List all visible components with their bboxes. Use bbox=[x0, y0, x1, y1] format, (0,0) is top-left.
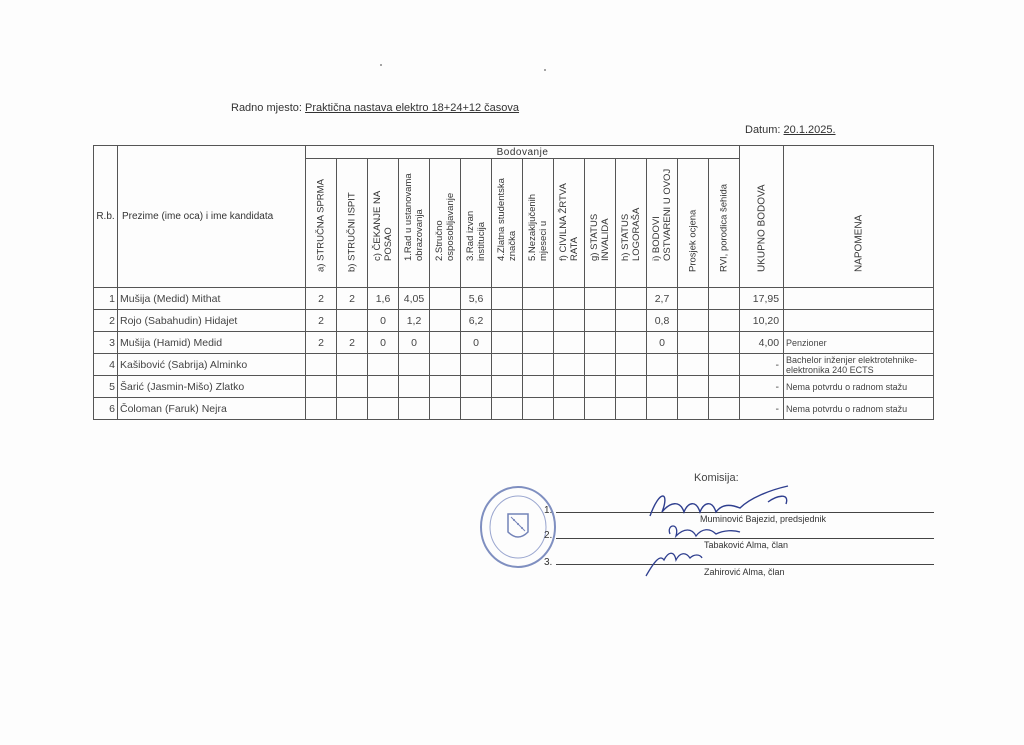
col-header-status-logorasa: h) STATUS LOGORAŠA bbox=[616, 159, 647, 288]
cell-d3: 0 bbox=[461, 332, 492, 354]
cell-total: 4,00 bbox=[740, 332, 784, 354]
col-header-cekanje: c) ČEKANJE NA POSAO bbox=[368, 159, 399, 288]
table-row bbox=[94, 288, 934, 310]
cell-d2 bbox=[430, 332, 461, 354]
cell-e bbox=[523, 288, 554, 310]
cell-a: 2 bbox=[306, 310, 337, 332]
cell-i: 0 bbox=[647, 332, 678, 354]
cell-f bbox=[554, 332, 585, 354]
job-position-line bbox=[231, 102, 519, 114]
cell-p bbox=[678, 376, 709, 398]
cell-r bbox=[709, 288, 740, 310]
cell-note: Nema potvrdu o radnom stažu bbox=[784, 376, 934, 398]
cell-c: 1,6 bbox=[368, 288, 399, 310]
note-header: NAPOMENA bbox=[784, 146, 934, 288]
cell-b bbox=[337, 354, 368, 376]
scan-speck bbox=[544, 69, 546, 71]
cell-r bbox=[709, 354, 740, 376]
cell-e bbox=[523, 376, 554, 398]
cell-total: 10,20 bbox=[740, 310, 784, 332]
cell-e bbox=[523, 310, 554, 332]
cell-r bbox=[709, 310, 740, 332]
cell-d2 bbox=[430, 376, 461, 398]
col-header-status-invalida: g) STATUS INVALIDA bbox=[585, 159, 616, 288]
cell-e bbox=[523, 398, 554, 420]
bodovanje-header: Bodovanje bbox=[306, 146, 740, 159]
cell-d3: 5,6 bbox=[461, 288, 492, 310]
cell-a: 2 bbox=[306, 332, 337, 354]
cell-d3: 6,2 bbox=[461, 310, 492, 332]
total-header: UKUPNO BODOVA bbox=[740, 146, 784, 288]
cell-d4 bbox=[492, 354, 523, 376]
cell-f bbox=[554, 288, 585, 310]
cell-f bbox=[554, 310, 585, 332]
cell-a bbox=[306, 354, 337, 376]
cell-d1 bbox=[399, 398, 430, 420]
member-1-num: 1. bbox=[544, 505, 553, 516]
cell-d2 bbox=[430, 354, 461, 376]
cell-name: Mušija (Medid) Mithat bbox=[118, 288, 306, 310]
cell-r bbox=[709, 398, 740, 420]
cell-d4 bbox=[492, 398, 523, 420]
col-header-rvi: RVI, porodica šehida bbox=[709, 159, 740, 288]
cell-total: - bbox=[740, 376, 784, 398]
cell-c bbox=[368, 376, 399, 398]
cell-d1 bbox=[399, 354, 430, 376]
cell-rb: 1 bbox=[94, 288, 118, 310]
cell-c bbox=[368, 398, 399, 420]
handwritten-signatures bbox=[640, 478, 800, 578]
cell-b bbox=[337, 310, 368, 332]
cell-a bbox=[306, 376, 337, 398]
cell-d1: 0 bbox=[399, 332, 430, 354]
col-header-prosjek: Prosjek ocjena bbox=[678, 159, 709, 288]
col-header-bodovi-ostvareni: i) BODOVI OSTVARENI U OVOJ bbox=[647, 159, 678, 288]
cell-note bbox=[784, 310, 934, 332]
cell-rb: 4 bbox=[94, 354, 118, 376]
cell-d3 bbox=[461, 354, 492, 376]
date-line bbox=[745, 124, 836, 136]
col-header-zlatna-znacka: 4.Zlatna studentska značka bbox=[492, 159, 523, 288]
cell-rb: 5 bbox=[94, 376, 118, 398]
cell-d3 bbox=[461, 376, 492, 398]
cell-total: - bbox=[740, 354, 784, 376]
cell-c: 0 bbox=[368, 332, 399, 354]
name-header: Prezime (ime oca) i ime kandidata bbox=[118, 146, 306, 288]
cell-note bbox=[784, 288, 934, 310]
date-label: Datum: bbox=[745, 124, 781, 136]
cell-total: 17,95 bbox=[740, 288, 784, 310]
member-3-name: Zahirović Alma, član bbox=[704, 567, 785, 577]
cell-i bbox=[647, 376, 678, 398]
cell-f bbox=[554, 354, 585, 376]
cell-p bbox=[678, 398, 709, 420]
job-value: Praktična nastava elektro 18+24+12 časova bbox=[305, 102, 520, 114]
cell-i bbox=[647, 354, 678, 376]
cell-note: Penzioner bbox=[784, 332, 934, 354]
cell-a: 2 bbox=[306, 288, 337, 310]
cell-name: Kašibović (Sabrija) Alminko bbox=[118, 354, 306, 376]
cell-i: 0,8 bbox=[647, 310, 678, 332]
col-header-nezakljucenih: 5.Nezaključenih mjeseci u bbox=[523, 159, 554, 288]
cell-d1: 1,2 bbox=[399, 310, 430, 332]
cell-e bbox=[523, 332, 554, 354]
cell-g bbox=[585, 376, 616, 398]
cell-d2 bbox=[430, 288, 461, 310]
cell-note: Bachelor inženjer elektrotehnike-elektronika 240 ECTS bbox=[784, 354, 934, 376]
table-row bbox=[94, 354, 934, 376]
cell-d4 bbox=[492, 376, 523, 398]
date-value: 20.1.2025. bbox=[783, 124, 836, 136]
cell-d1 bbox=[399, 376, 430, 398]
cell-b bbox=[337, 376, 368, 398]
member-1-name: Muminović Bajezid, predsjednik bbox=[700, 514, 827, 524]
cell-f bbox=[554, 376, 585, 398]
scoring-table bbox=[93, 145, 934, 420]
cell-h bbox=[616, 310, 647, 332]
cell-rb: 6 bbox=[94, 398, 118, 420]
rb-header: R.b. bbox=[94, 146, 118, 288]
cell-r bbox=[709, 376, 740, 398]
col-header-rad-ustanove: 1.Rad u ustanovama obrazovanja bbox=[399, 159, 430, 288]
cell-p bbox=[678, 332, 709, 354]
member-2-name: Tabaković Alma, član bbox=[704, 540, 789, 550]
cell-b bbox=[337, 398, 368, 420]
cell-h bbox=[616, 376, 647, 398]
member-2-num: 2. bbox=[544, 530, 553, 541]
col-header-strucni-ispit: b) STRUČNI ISPIT bbox=[337, 159, 368, 288]
cell-f bbox=[554, 398, 585, 420]
cell-i bbox=[647, 398, 678, 420]
cell-c: 0 bbox=[368, 310, 399, 332]
cell-p bbox=[678, 288, 709, 310]
scan-speck bbox=[380, 64, 382, 66]
cell-d2 bbox=[430, 310, 461, 332]
cell-total: - bbox=[740, 398, 784, 420]
cell-p bbox=[678, 354, 709, 376]
cell-r bbox=[709, 332, 740, 354]
cell-g bbox=[585, 310, 616, 332]
cell-d4 bbox=[492, 332, 523, 354]
col-header-rad-izvan: 3.Rad izvan institucija bbox=[461, 159, 492, 288]
cell-g bbox=[585, 354, 616, 376]
cell-c bbox=[368, 354, 399, 376]
table-row bbox=[94, 376, 934, 398]
table-row bbox=[94, 332, 934, 354]
cell-i: 2,7 bbox=[647, 288, 678, 310]
cell-h bbox=[616, 354, 647, 376]
cell-name: Šarić (Jasmin-Mišo) Zlatko bbox=[118, 376, 306, 398]
member-3-num: 3. bbox=[544, 557, 553, 568]
cell-g bbox=[585, 288, 616, 310]
cell-d3 bbox=[461, 398, 492, 420]
cell-b: 2 bbox=[337, 332, 368, 354]
cell-name: Čoloman (Faruk) Nejra bbox=[118, 398, 306, 420]
cell-note: Nema potvrdu o radnom stažu bbox=[784, 398, 934, 420]
cell-d4 bbox=[492, 310, 523, 332]
cell-h bbox=[616, 332, 647, 354]
col-header-civilna-zrtva: f) CIVILNA ŽRTVA RATA bbox=[554, 159, 585, 288]
table-row bbox=[94, 398, 934, 420]
cell-a bbox=[306, 398, 337, 420]
table-row bbox=[94, 310, 934, 332]
commission-title: Komisija: bbox=[694, 472, 739, 484]
cell-d4 bbox=[492, 288, 523, 310]
cell-d2 bbox=[430, 398, 461, 420]
cell-g bbox=[585, 332, 616, 354]
cell-h bbox=[616, 288, 647, 310]
cell-rb: 2 bbox=[94, 310, 118, 332]
cell-name: Mušija (Hamid) Medid bbox=[118, 332, 306, 354]
cell-d1: 4,05 bbox=[399, 288, 430, 310]
col-header-strucna-sprema: a) STRUČNA SPRMA bbox=[306, 159, 337, 288]
cell-h bbox=[616, 398, 647, 420]
cell-rb: 3 bbox=[94, 332, 118, 354]
cell-p bbox=[678, 310, 709, 332]
cell-b: 2 bbox=[337, 288, 368, 310]
cell-e bbox=[523, 354, 554, 376]
col-header-strucno-osposobljavanje: 2.Stručno osposobljavanje bbox=[430, 159, 461, 288]
cell-g bbox=[585, 398, 616, 420]
job-label: Radno mjesto: bbox=[231, 102, 302, 114]
cell-name: Rojo (Sabahudin) Hidajet bbox=[118, 310, 306, 332]
